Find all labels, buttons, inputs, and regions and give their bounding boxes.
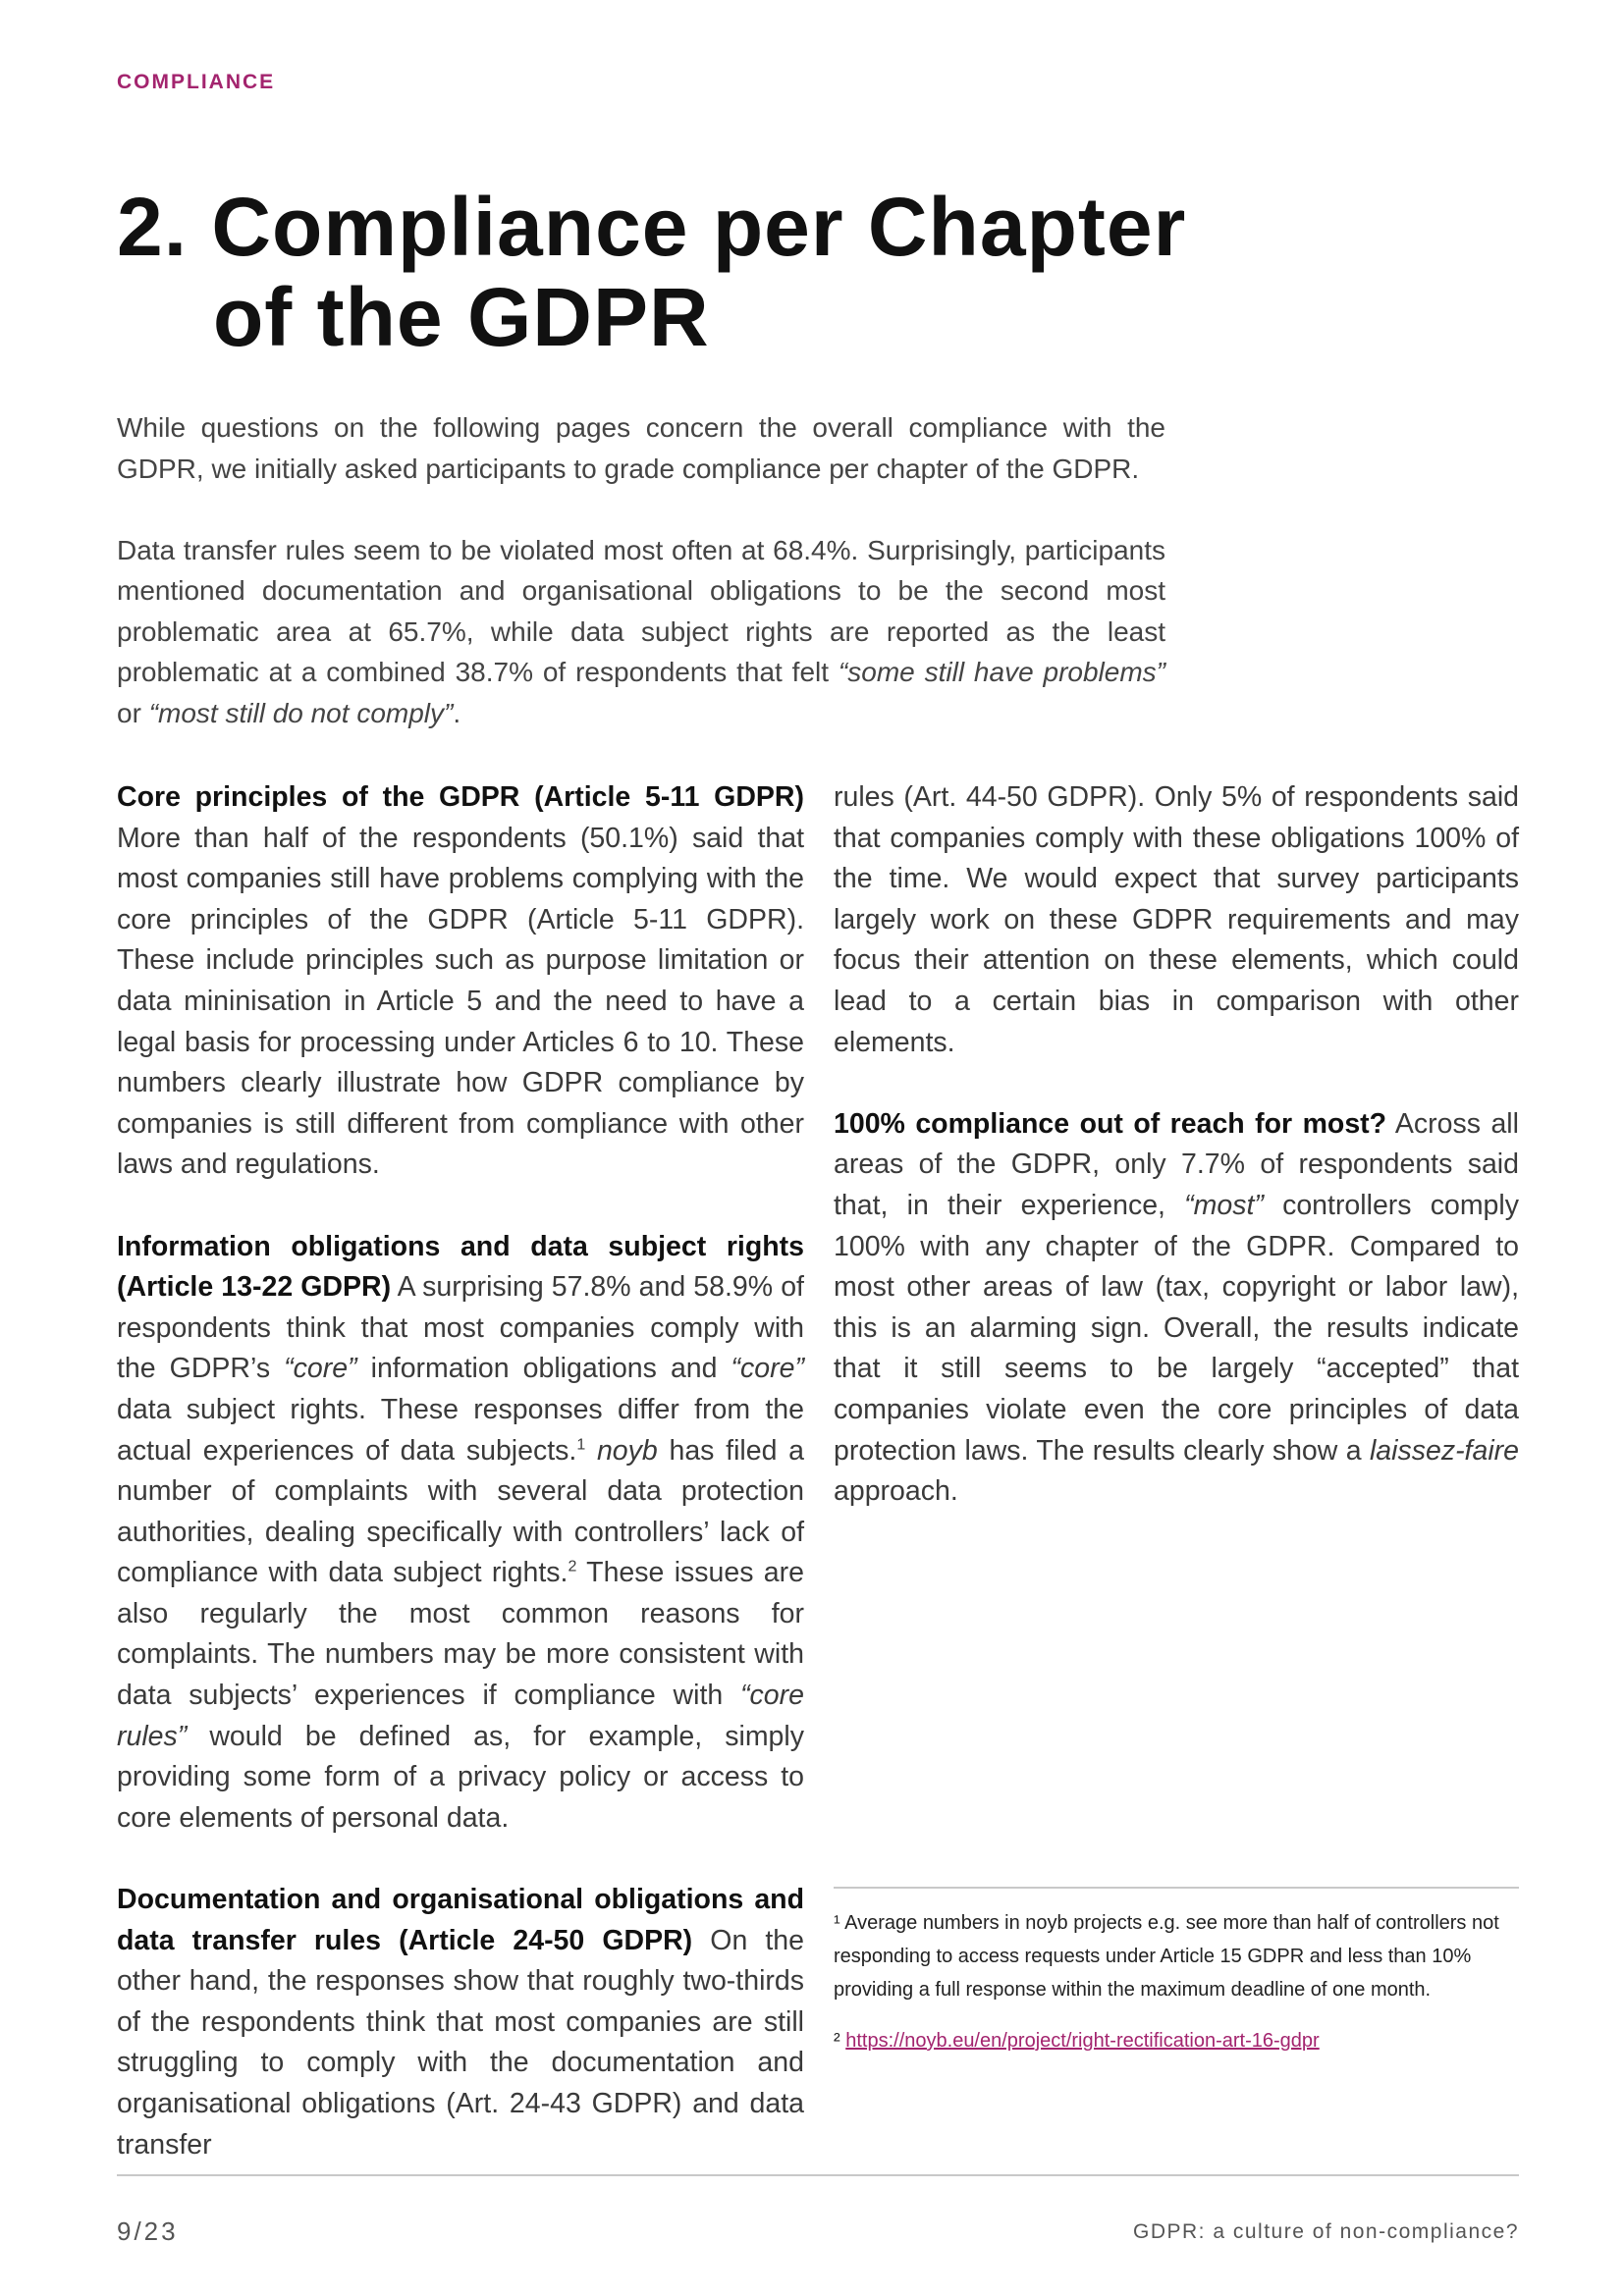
emphasis: laissez-faire <box>1369 1434 1519 1467</box>
intro-quote: “some still have problems” <box>838 657 1166 687</box>
intro-quote: “most still do not comply” <box>148 697 454 728</box>
left-column <box>117 777 804 2207</box>
intro-paragraph-1: While questions on the following pages concern the overall compliance with the GDPR, we initially asked participants to grade compliance per chapter of the GDPR. <box>117 412 1165 484</box>
footer-divider <box>117 2174 1519 2176</box>
body-text: data subject rights. These responses differ from the actual experiences of data subjects. <box>117 1393 804 1467</box>
footnotes <box>834 1887 1519 2075</box>
footnote-2 <box>834 2024 1519 2057</box>
emphasis: noyb <box>596 1434 658 1467</box>
body-text: controllers comply 100% with any chapter of the GDPR. Compared to most other areas of law (tax, copyright or labor law), this is an alarming sign. Overall, the results indicate that it still seems to be largely “accepted” that companies violate even the core principles of data protection laws. The results clearly show a <box>834 1189 1519 1467</box>
intro <box>117 407 1165 774</box>
body-text: A surprising 57.8% and 58.9% of respondents think that most companies comply with the GDPR’s <box>117 1271 804 1385</box>
body-text: Across all areas of the GDPR, only 7.7% of respondents said that, in their experience, <box>834 1107 1519 1221</box>
core-principles-paragraph <box>117 777 804 1186</box>
page-title <box>117 182 1246 362</box>
documentation-heading: Documentation and organisational obligations and data transfer rules (Article 24-50 GDPR) <box>117 1884 804 1956</box>
footnote-2-marker: ² <box>834 2030 840 2052</box>
right-column <box>834 777 1519 1553</box>
footnote-2-link[interactable]: https://noyb.eu/en/project/right-rectification-art-16-gdpr <box>845 2030 1320 2052</box>
intro-text: Data transfer rules seem to be violated most often at 68.4%. Surprisingly, participants mentioned documentation and organisational obligations to be the second most problematic area at 65.7%, while data subject rights are reported as the least problematic at a combined 38.7% of respondents that felt <box>117 534 1165 687</box>
emphasis: “core” <box>731 1353 804 1385</box>
emphasis: “most” <box>1184 1189 1264 1221</box>
info-obligations-heading: Information obligations and data subject rights (Article 13-22 GDPR) <box>117 1230 804 1304</box>
section-label: COMPLIANCE <box>117 71 276 93</box>
footnote-1-text: Average numbers in noyb projects e.g. see more than half of controllers not responding to access requests under Article 15 GDPR and less than 10% providing a full response within the maximum deadline of one month. <box>834 1912 1499 2001</box>
emphasis: “core” <box>284 1353 357 1385</box>
documentation-paragraph <box>117 1880 804 2165</box>
page-number: 9/23 <box>117 2216 179 2246</box>
document-title: GDPR: a culture of non-compliance? <box>1133 2220 1519 2243</box>
body-text: These issues are also regularly the most common reasons for complaints. The numbers may be more consistent with data subjects’ experiences if compliance with <box>117 1557 804 1712</box>
intro-text: or <box>117 697 149 728</box>
intro-paragraph-2 <box>117 530 1165 734</box>
footnote-ref-1[interactable]: 1 <box>576 1436 586 1453</box>
footnote-1 <box>834 1906 1519 2006</box>
body-text: has filed a number of complaints with several data protection authorities, dealing specifically with controllers’ lack of compliance with data subject rights. <box>117 1434 805 1589</box>
documentation-body: On the other hand, the responses show that roughly two-thirds of the respondents think that most companies are still struggling to comply with the documentation and organisational obligations (Art. 24-43 GDPR) and data transfer <box>117 1924 804 2161</box>
footnote-1-marker: ¹ <box>834 1912 840 1934</box>
documentation-continued: rules (Art. 44-50 GDPR). Only 5% of respondents said that companies comply with these obligations 100% of the time. We would expect that survey participants largely work on these GDPR requirements and may focus their attention on these elements, which could lead to a certain bias in comparison with other elements. <box>834 781 1519 1058</box>
body-text: information obligations and <box>356 1353 731 1385</box>
body-text <box>585 1435 597 1467</box>
compliance-reach-heading: 100% compliance out of reach for most? <box>834 1107 1387 1140</box>
page-title-line2: of the GDPR <box>213 271 710 363</box>
body-text: approach. <box>834 1475 958 1508</box>
footnote-ref-2[interactable]: 2 <box>568 1558 577 1575</box>
compliance-reach-paragraph <box>834 1104 1519 1513</box>
emphasis: “core rules” <box>117 1680 804 1752</box>
core-principles-heading: Core principles of the GDPR (Article 5-11 GDPR) <box>117 781 804 813</box>
info-obligations-paragraph <box>117 1227 804 1840</box>
body-text: would be defined as, for example, simply providing some form of a privacy policy or access to core elements of personal data. <box>117 1720 804 1834</box>
intro-text: . <box>453 697 461 728</box>
core-principles-body: More than half of the respondents (50.1%) said that most companies still have problems complying with the core principles of the GDPR (Article 5-11 GDPR). These include principles such as purpose limitation or data mininisation in Article 5 and the need to have a legal basis for processing under Articles 6 to 10. These numbers clearly illustrate how GDPR compliance by companies is still different from compliance with other laws and regulations. <box>117 822 804 1181</box>
page-title-line1: 2. Compliance per Chapter <box>117 181 1187 273</box>
